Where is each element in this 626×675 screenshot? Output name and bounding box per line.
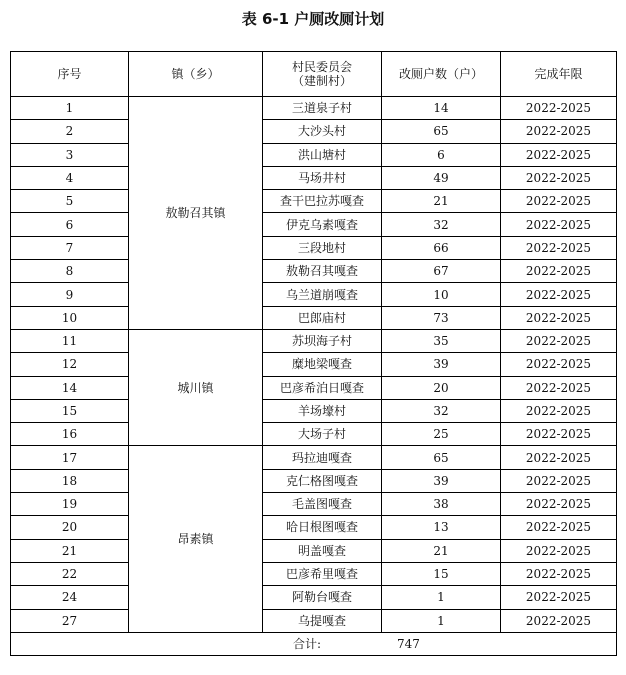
cell-seq: 2 — [11, 120, 129, 143]
table-title: 表 6-1 户厕改厕计划 — [241, 10, 385, 28]
cell-count: 25 — [382, 423, 501, 446]
table-row — [11, 353, 617, 376]
cell-period: 2022-2025 — [501, 213, 617, 236]
cell-count: 39 — [382, 353, 501, 376]
table-footer — [11, 632, 617, 655]
cell-seq: 8 — [11, 260, 129, 283]
cell-period: 2022-2025 — [501, 562, 617, 585]
cell-count: 32 — [382, 399, 501, 422]
cell-town: 敖勒召其镇 — [129, 97, 263, 330]
table-row — [11, 260, 617, 283]
cell-seq: 17 — [11, 446, 129, 469]
cell-seq: 15 — [11, 399, 129, 422]
table-row — [11, 446, 617, 469]
cell-count: 1 — [382, 609, 501, 632]
cell-count: 21 — [382, 539, 501, 562]
cell-village: 查干巴拉苏嘎查 — [263, 190, 382, 213]
cell-seq: 9 — [11, 283, 129, 306]
cell-count: 39 — [382, 469, 501, 492]
cell-seq: 21 — [11, 539, 129, 562]
header-village-line2: （建制村） — [291, 74, 352, 88]
cell-village: 巴郎庙村 — [263, 306, 382, 329]
cell-seq: 12 — [11, 353, 129, 376]
cell-seq: 6 — [11, 213, 129, 236]
cell-period: 2022-2025 — [501, 166, 617, 189]
cell-count: 65 — [382, 446, 501, 469]
cell-village: 羊场壕村 — [263, 399, 382, 422]
cell-village: 明盖嘎查 — [263, 539, 382, 562]
cell-village: 苏坝海子村 — [263, 329, 382, 352]
cell-seq: 19 — [11, 493, 129, 516]
table-row — [11, 329, 617, 352]
cell-period: 2022-2025 — [501, 306, 617, 329]
header-period: 完成年限 — [501, 52, 617, 97]
cell-count: 15 — [382, 562, 501, 585]
cell-period: 2022-2025 — [501, 236, 617, 259]
table-header — [11, 52, 617, 97]
header-count: 改厕户数（户） — [382, 52, 501, 97]
cell-seq: 5 — [11, 190, 129, 213]
table-row — [11, 399, 617, 422]
cell-period: 2022-2025 — [501, 143, 617, 166]
cell-seq: 3 — [11, 143, 129, 166]
cell-seq: 4 — [11, 166, 129, 189]
cell-count: 35 — [382, 329, 501, 352]
table-row — [11, 609, 617, 632]
table-row — [11, 423, 617, 446]
cell-period: 2022-2025 — [501, 97, 617, 120]
cell-village: 三道泉子村 — [263, 97, 382, 120]
table-row — [11, 562, 617, 585]
cell-village: 伊克乌素嘎查 — [263, 213, 382, 236]
cell-village: 毛盖图嘎查 — [263, 493, 382, 516]
cell-count: 13 — [382, 516, 501, 539]
cell-period: 2022-2025 — [501, 190, 617, 213]
cell-count: 65 — [382, 120, 501, 143]
cell-village: 巴彦希泊日嘎查 — [263, 376, 382, 399]
cell-count: 67 — [382, 260, 501, 283]
cell-seq: 24 — [11, 586, 129, 609]
cell-period: 2022-2025 — [501, 283, 617, 306]
table-row — [11, 213, 617, 236]
table-row — [11, 236, 617, 259]
cell-count: 20 — [382, 376, 501, 399]
header-village — [263, 52, 382, 97]
header-seq: 序号 — [11, 52, 129, 97]
cell-town: 昂素镇 — [129, 446, 263, 632]
cell-village: 大沙头村 — [263, 120, 382, 143]
cell-period: 2022-2025 — [501, 353, 617, 376]
cell-period: 2022-2025 — [501, 423, 617, 446]
cell-village: 哈日根图嘎查 — [263, 516, 382, 539]
total-value: 747 — [397, 636, 420, 651]
cell-count: 14 — [382, 97, 501, 120]
cell-village: 洪山塘村 — [263, 143, 382, 166]
cell-village: 阿勒台嘎查 — [263, 586, 382, 609]
cell-town: 城川镇 — [129, 329, 263, 445]
toilet-renovation-table — [10, 51, 617, 656]
table-row — [11, 143, 617, 166]
total-label: 合计: — [293, 636, 322, 651]
cell-village: 乌提嘎查 — [263, 609, 382, 632]
table-row — [11, 516, 617, 539]
cell-village: 糜地梁嘎查 — [263, 353, 382, 376]
cell-period: 2022-2025 — [501, 469, 617, 492]
table-row — [11, 469, 617, 492]
cell-count: 32 — [382, 213, 501, 236]
header-village-line1: 村民委员会 — [291, 60, 352, 74]
cell-count: 73 — [382, 306, 501, 329]
table-row — [11, 97, 617, 120]
cell-seq: 20 — [11, 516, 129, 539]
cell-village: 克仁格图嘎查 — [263, 469, 382, 492]
header-town: 镇（乡） — [129, 52, 263, 97]
cell-count: 1 — [382, 586, 501, 609]
cell-period: 2022-2025 — [501, 609, 617, 632]
cell-village: 三段地村 — [263, 236, 382, 259]
cell-period: 2022-2025 — [501, 260, 617, 283]
cell-period: 2022-2025 — [501, 399, 617, 422]
cell-seq: 27 — [11, 609, 129, 632]
cell-village: 玛拉迪嘎查 — [263, 446, 382, 469]
cell-seq: 10 — [11, 306, 129, 329]
cell-seq: 7 — [11, 236, 129, 259]
cell-period: 2022-2025 — [501, 376, 617, 399]
cell-count: 38 — [382, 493, 501, 516]
table-body — [11, 97, 617, 633]
cell-count: 49 — [382, 166, 501, 189]
table-row — [11, 166, 617, 189]
cell-village: 乌兰道崩嘎查 — [263, 283, 382, 306]
table-row — [11, 539, 617, 562]
header-row — [11, 52, 617, 97]
table-row — [11, 586, 617, 609]
cell-period: 2022-2025 — [501, 586, 617, 609]
cell-period: 2022-2025 — [501, 120, 617, 143]
cell-seq: 14 — [11, 376, 129, 399]
cell-seq: 16 — [11, 423, 129, 446]
cell-period: 2022-2025 — [501, 539, 617, 562]
cell-village: 巴彦希里嘎查 — [263, 562, 382, 585]
cell-count: 21 — [382, 190, 501, 213]
cell-period: 2022-2025 — [501, 446, 617, 469]
table-row — [11, 493, 617, 516]
cell-seq: 1 — [11, 97, 129, 120]
cell-village: 马场井村 — [263, 166, 382, 189]
total-cell — [11, 632, 617, 655]
cell-period: 2022-2025 — [501, 493, 617, 516]
table-row — [11, 283, 617, 306]
cell-village: 敖勒召其嘎查 — [263, 260, 382, 283]
cell-seq: 18 — [11, 469, 129, 492]
cell-seq: 11 — [11, 329, 129, 352]
cell-count: 6 — [382, 143, 501, 166]
total-row — [11, 632, 617, 655]
table-row — [11, 190, 617, 213]
table-row — [11, 306, 617, 329]
cell-village: 大场子村 — [263, 423, 382, 446]
table-row — [11, 376, 617, 399]
cell-count: 10 — [382, 283, 501, 306]
cell-seq: 22 — [11, 562, 129, 585]
cell-count: 66 — [382, 236, 501, 259]
table-row — [11, 120, 617, 143]
cell-period: 2022-2025 — [501, 516, 617, 539]
cell-period: 2022-2025 — [501, 329, 617, 352]
